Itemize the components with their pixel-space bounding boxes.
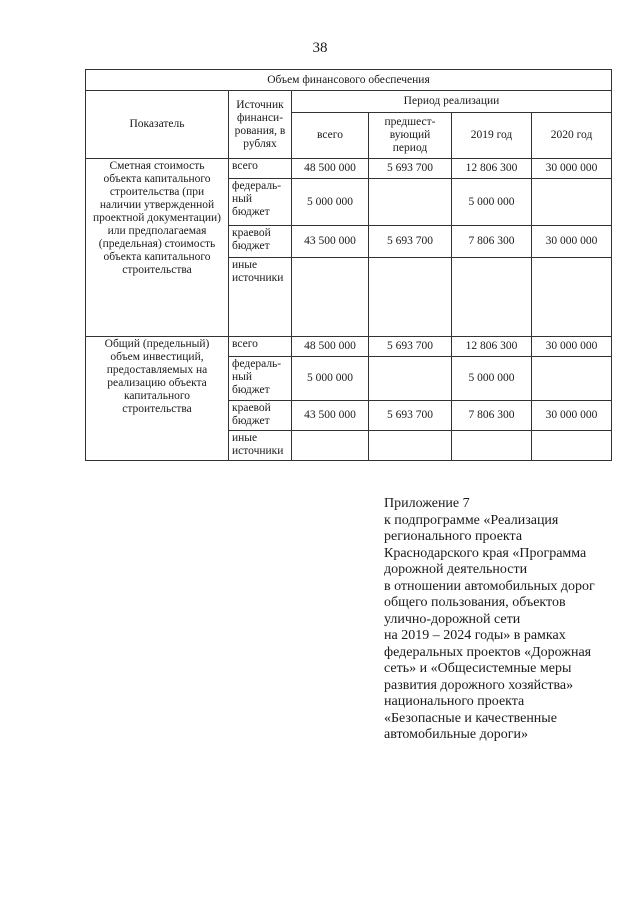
- value-cell: 48 500 000: [292, 159, 369, 179]
- value-cell: [369, 431, 452, 461]
- appendix-title-block: [384, 496, 634, 744]
- value-cell: 30 000 000: [532, 159, 612, 179]
- value-cell: 30 000 000: [532, 226, 612, 258]
- value-cell: 43 500 000: [292, 401, 369, 431]
- appendix-line: Краснодарского края «Программа: [384, 545, 587, 561]
- value-cell: [452, 431, 532, 461]
- value-cell: 7 806 300: [452, 226, 532, 258]
- appendix-line: развития дорожного хозяйства»: [384, 677, 574, 693]
- source-cell: краевой бюджет: [229, 226, 292, 258]
- source-cell: всего: [229, 159, 292, 179]
- value-cell: [532, 179, 612, 226]
- page-number: 38: [312, 40, 328, 56]
- indicator-total-investment: Общий (предельный) объем инвестиций, предоставляемых на реализацию объекта капитального строительства: [86, 337, 229, 461]
- value-cell: [292, 258, 369, 337]
- header-source: Источник финанси-рования, в рублях: [229, 91, 292, 159]
- source-cell: иные источники: [229, 258, 292, 337]
- appendix-line: общего пользования, объектов: [384, 595, 566, 610]
- source-cell: всего: [229, 337, 292, 357]
- value-cell: 5 000 000: [292, 357, 369, 401]
- value-cell: 5 693 700: [369, 159, 452, 179]
- appendix-line: к подпрограмме «Реализация: [384, 512, 559, 528]
- appendix-line: федеральных проектов «Дорожная: [384, 644, 592, 660]
- value-cell: 5 693 700: [369, 401, 452, 431]
- table-caption: Объем финансового обеспечения: [86, 70, 612, 91]
- value-cell: 43 500 000: [292, 226, 369, 258]
- source-cell: краевой бюджет: [229, 401, 292, 431]
- value-cell: 5 693 700: [369, 337, 452, 357]
- value-cell: [452, 258, 532, 337]
- header-col-total: всего: [292, 113, 369, 159]
- value-cell: 12 806 300: [452, 159, 532, 179]
- header-period: Период реализации: [292, 91, 612, 113]
- source-cell: федераль-ный бюджет: [229, 179, 292, 226]
- indicator-estimated-cost: Сметная стоимость объекта капитального строительства (при наличии утвержденной проектной документации) или предполагаемая (предельная) стоимость объекта капитального строительства: [86, 159, 229, 337]
- value-cell: 5 000 000: [452, 179, 532, 226]
- header-indicator: Показатель: [86, 91, 229, 159]
- header-col-2019: 2019 год: [452, 113, 532, 159]
- value-cell: [369, 179, 452, 226]
- header-col-2020: 2020 год: [532, 113, 612, 159]
- value-cell: 5 000 000: [452, 357, 532, 401]
- value-cell: 48 500 000: [292, 337, 369, 357]
- value-cell: [532, 431, 612, 461]
- appendix-line: улично-дорожной сети: [384, 611, 521, 627]
- value-cell: 12 806 300: [452, 337, 532, 357]
- appendix-line: автомобильные дороги»: [384, 727, 528, 742]
- value-cell: 5 693 700: [369, 226, 452, 258]
- header-col-prior: предшест-вующий период: [369, 113, 452, 159]
- value-cell: 30 000 000: [532, 337, 612, 357]
- appendix-line: на 2019 – 2024 годы» в рамках: [384, 628, 566, 643]
- appendix-line: Приложение 7: [384, 496, 470, 511]
- appendix-line: дорожной деятельности: [384, 562, 528, 577]
- table-row: [86, 159, 612, 179]
- appendix-line: сеть» и «Общесистемные меры: [384, 661, 572, 676]
- value-cell: 30 000 000: [532, 401, 612, 431]
- table-row: [86, 337, 612, 357]
- financing-table: [85, 69, 612, 461]
- value-cell: [532, 357, 612, 401]
- source-cell: иные источники: [229, 431, 292, 461]
- value-cell: [369, 258, 452, 337]
- appendix-line: в отношении автомобильных дорог: [384, 578, 595, 594]
- appendix-line: регионального проекта: [384, 529, 523, 544]
- value-cell: [532, 258, 612, 337]
- value-cell: [292, 431, 369, 461]
- appendix-line: «Безопасные и качественные: [384, 710, 557, 726]
- value-cell: [369, 357, 452, 401]
- value-cell: 5 000 000: [292, 179, 369, 226]
- appendix-line: национального проекта: [384, 694, 525, 709]
- value-cell: 7 806 300: [452, 401, 532, 431]
- source-cell: федераль-ный бюджет: [229, 357, 292, 401]
